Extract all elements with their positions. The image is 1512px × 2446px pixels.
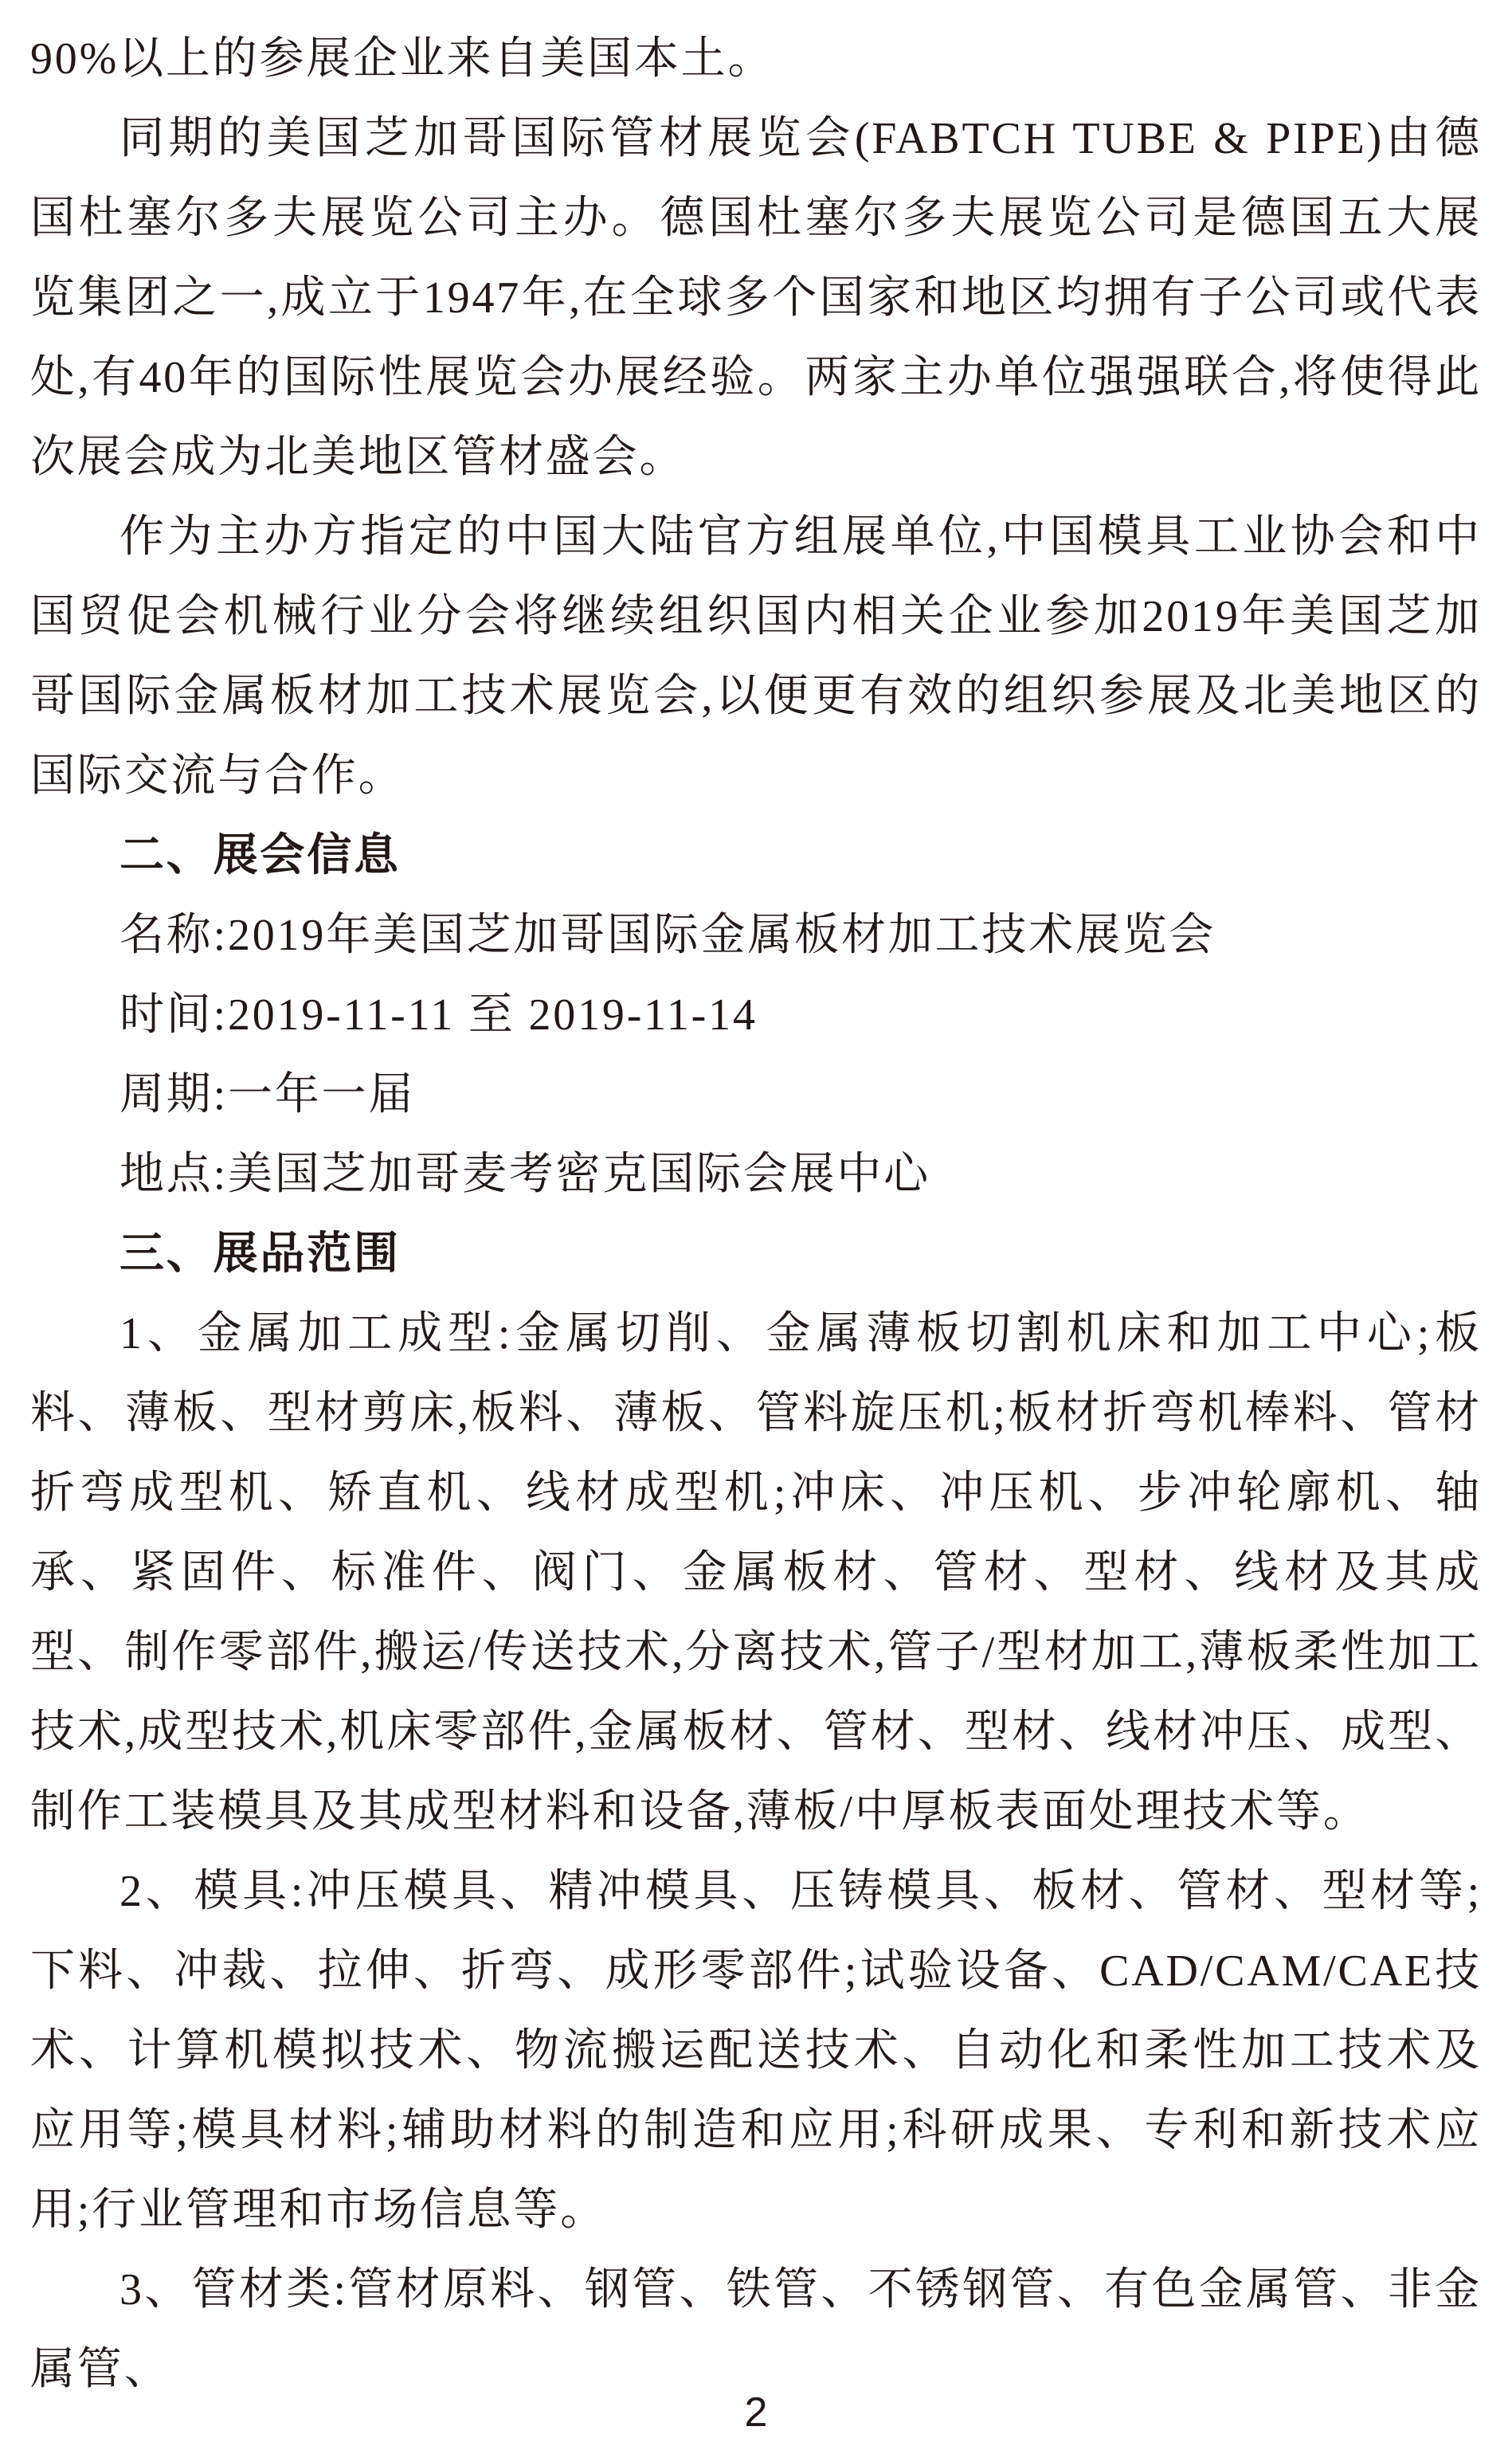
paragraph-china-organizer: 作为主办方指定的中国大陆官方组展单位,中国模具工业协会和中国贸促会机械行业分会将继续组织国内相关企业参加2019年美国芝加哥国际金属板材加工技术展览会,以便更有效的组织参展及北美地区的国际交流与合作。 xyxy=(30,512,1482,801)
section-heading-exhibit-scope: 三、展品范围 xyxy=(119,1229,401,1279)
info-line-time: 时间:2019-11-11 至 2019-11-14 xyxy=(119,990,758,1040)
paragraph-us-exhibitors-continuation: 90%以上的参展企业来自美国本土。 xyxy=(30,34,775,84)
info-line-name: 名称:2019年美国芝加哥国际金属板材加工技术展览会 xyxy=(119,911,1216,960)
info-line-venue: 地点:美国芝加哥麦考密克国际会展中心 xyxy=(119,1150,930,1199)
list-item-pipe-materials: 3、管材类:管材原料、钢管、铁管、不锈钢管、有色金属管、非金属管、 xyxy=(30,2265,1482,2394)
paragraph-fabtech-tube-pipe-organizer: 同期的美国芝加哥国际管材展览会(FABTCH TUBE & PIPE)由德国杜塞尔多夫展览公司主办。德国杜塞尔多夫展览公司是德国五大展览集团之一,成立于1947年,在全球多个国家和地区均拥有子公司或代表处,有40年的国际性展览会办展经验。两家主办单位强强联合,将使得此次展会成为北美地区管材盛会。 xyxy=(30,114,1482,482)
info-line-cycle: 周期:一年一届 xyxy=(119,1070,416,1119)
section-heading-exhibition-info: 二、展会信息 xyxy=(119,831,401,880)
list-item-metal-forming: 1、金属加工成型:金属切削、金属薄板切割机床和加工中心;板料、薄板、型材剪床,板料、薄板、管料旋压机;板材折弯机棒料、管材折弯成型机、矫直机、线材成型机;冲床、冲压机、步冲轮廓机、轴承、紧固件、标准件、阀门、金属板材、管材、型材、线材及其成型、制作零部件,搬运/传送技术,分离技术,管子/型材加工,薄板柔性加工技术,成型技术,机床零部件,金属板材、管材、型材、线材冲压、成型、制作工装模具及其成型材料和设备,薄板/中厚板表面处理技术等。 xyxy=(30,1309,1482,1836)
list-item-molds: 2、模具:冲压模具、精冲模具、压铸模具、板材、管材、型材等;下料、冲裁、拉伸、折弯、成形零部件;试验设备、CAD/CAM/CAE技术、计算机模拟技术、物流搬运配送技术、自动化和柔性加工技术及应用等;模具材料;辅助材料的制造和应用;科研成果、专利和新技术应用;行业管理和市场信息等。 xyxy=(30,1867,1482,2235)
page-number: 2 xyxy=(744,2389,768,2436)
